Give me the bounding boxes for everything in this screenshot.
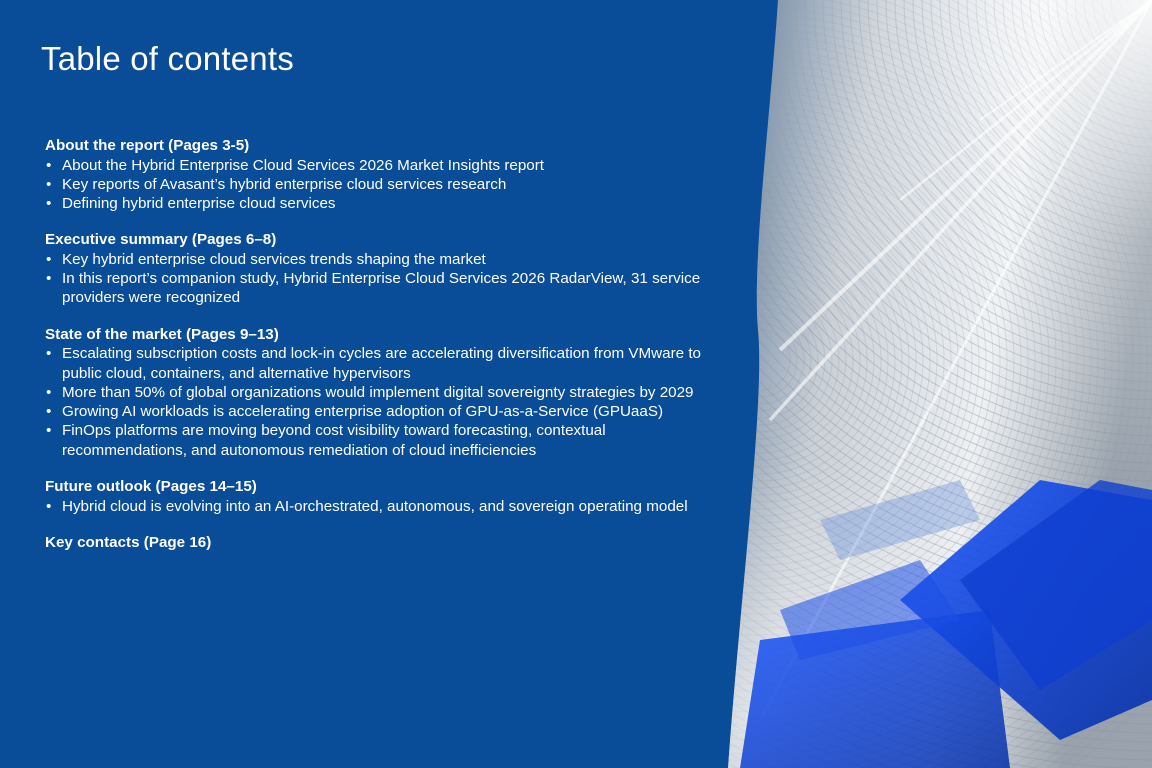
list-item: • In this report’s companion study, Hybrid Enterprise Cloud Services 2026 RadarView, 31 service providers were recognized [45, 269, 725, 308]
list-item: • FinOps platforms are moving beyond cost visibility toward forecasting, contextual recommendations, and autonomous remediation of cloud inefficiencies [45, 421, 725, 460]
page-title: Table of contents [41, 40, 294, 77]
toc-section-future-outlook [45, 477, 725, 516]
section-item-list [45, 497, 725, 516]
section-heading: Future outlook (Pages 14–15) [45, 478, 257, 496]
toc-section-about-the-report [45, 136, 725, 213]
list-item: • Key hybrid enterprise cloud services trends shaping the market [45, 250, 725, 269]
list-item: • Growing AI workloads is accelerating enterprise adoption of GPU-as-a-Service (GPUaaS) [45, 402, 725, 421]
section-item-list [45, 250, 725, 308]
table-of-contents [45, 136, 725, 569]
toc-section-key-contacts [45, 533, 725, 553]
toc-section-state-of-the-market [45, 325, 725, 460]
list-item: • About the Hybrid Enterprise Cloud Services 2026 Market Insights report [45, 156, 725, 175]
toc-section-executive-summary [45, 230, 725, 307]
section-heading: Executive summary (Pages 6–8) [45, 231, 277, 249]
list-item: • More than 50% of global organizations would implement digital sovereignty strategies by 2029 [45, 383, 725, 402]
section-heading: State of the market (Pages 9–13) [45, 325, 279, 343]
section-item-list [45, 156, 725, 214]
section-heading: About the report (Pages 3-5) [45, 137, 250, 154]
section-heading: Key contacts (Page 16) [45, 533, 212, 551]
list-item: • Hybrid cloud is evolving into an AI-orchestrated, autonomous, and sovereign operating model [45, 497, 725, 516]
list-item: • Escalating subscription costs and lock-in cycles are accelerating diversification from VMware to public cloud, containers, and alternative hypervisors [45, 344, 725, 383]
list-item: • Key reports of Avasant’s hybrid enterprise cloud services research [45, 175, 725, 194]
section-item-list [45, 344, 725, 460]
list-item: • Defining hybrid enterprise cloud services [45, 194, 725, 213]
